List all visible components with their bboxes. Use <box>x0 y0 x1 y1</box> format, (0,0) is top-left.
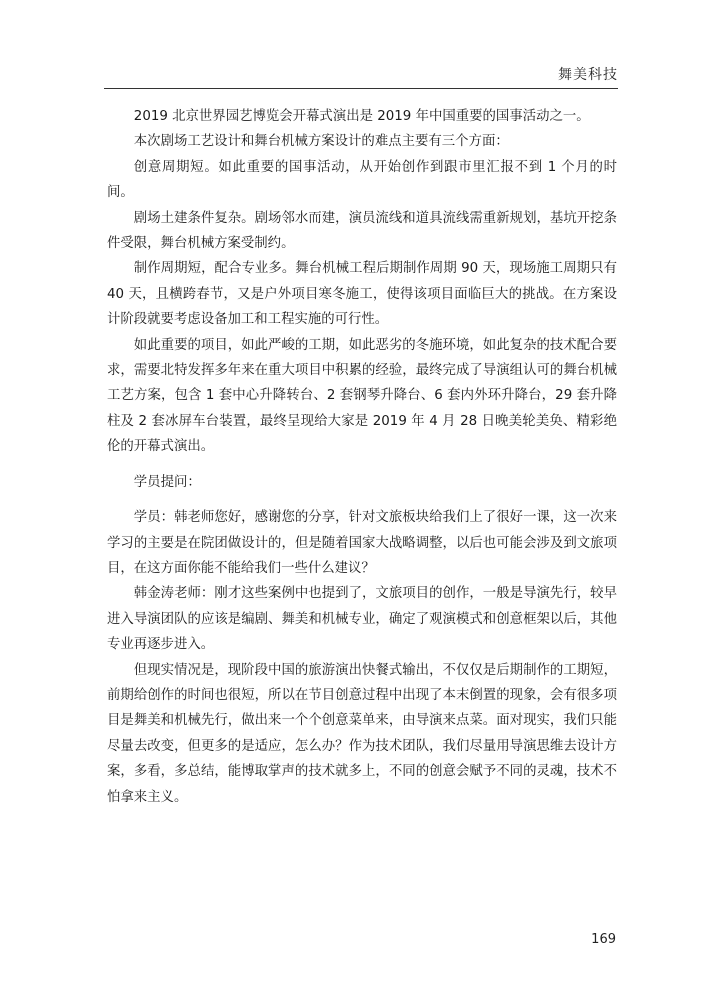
running-header-title: 舞美科技 <box>558 67 618 83</box>
qa-heading: 学员提问： <box>133 474 201 490</box>
paragraph: 剧场土建条件复杂。剧场邻水而建，演员流线和道具流线需重新规划，基坑开挖条件受限，舞台机械方案受制约。 <box>107 210 617 252</box>
paragraph: 2019 北京世界园艺博览会开幕式演出是 2019 年中国重要的国事活动之一。 <box>133 109 590 124</box>
qa-paragraph: 但现实情况是，现阶段中国的旅游演出快餐式输出，不仅仅是后期制作的工期短，前期给创作的时间也很短，所以在节目创意过程中出现了本末倒置的现象，会有很多项目是舞美和机械先行，做出来一个个创意菜单来，由导演来点菜。面对现实，我们只能尽量去改变，但更多的是适应，怎么办？作为技术团队，我们尽量用导演思维去设计方案，多看，多总结，能博取掌声的技术就多上，不同的创意会赋予不同的灵魂，技术不怕拿来主义。 <box>107 662 617 805</box>
paragraph: 如此重要的项目，如此严峻的工期，如此恶劣的冬施环境，如此复杂的技术配合要求，需要北特发挥多年来在重大项目中积累的经验，最终完成了导演组认可的舞台机械工艺方案，包含 1 套中心升降转台、2 套钢琴升降台、6 套内外环升降台，29 套升降柱及 2 套冰屏车台装置，最终呈现给大家是 2019 年 4 月 28 日晚美轮美奂、精彩绝伦的开幕式演出。 <box>107 337 617 455</box>
paragraph: 本次剧场工艺设计和舞台机械方案设计的难点主要有三个方面： <box>133 134 509 150</box>
body-text <box>107 104 617 810</box>
header-rule <box>104 88 618 89</box>
qa-paragraph: 韩金涛老师：刚才这些案例中也提到了，文旅项目的创作，一般是导演先行，较早进入导演团队的应该是编剧、舞美和机械专业，确定了观演模式和创意框架以后，其他专业再逐步进入。 <box>107 586 617 653</box>
qa-paragraph: 学员：韩老师您好，感谢您的分享，针对文旅板块给我们上了很好一课，这一次来学习的主要是在院团做设计的，但是随着国家大战略调整，以后也可能会涉及到文旅项目，在这方面你能不能给我们一些什么建议？ <box>107 510 617 576</box>
paragraph: 制作周期短，配合专业多。舞台机械工程后期制作周期 90 天，现场施工周期只有 40 天，且横跨春节，又是户外项目寒冬施工，使得该项目面临巨大的挑战。在方案设计阶段就要考虑设备加工和工程实施的可行性。 <box>107 261 617 328</box>
paragraph: 创意周期短。如此重要的国事活动，从开始创作到跟市里汇报不到 1 个月的时间。 <box>107 159 617 201</box>
page-number: 169 <box>591 932 616 947</box>
